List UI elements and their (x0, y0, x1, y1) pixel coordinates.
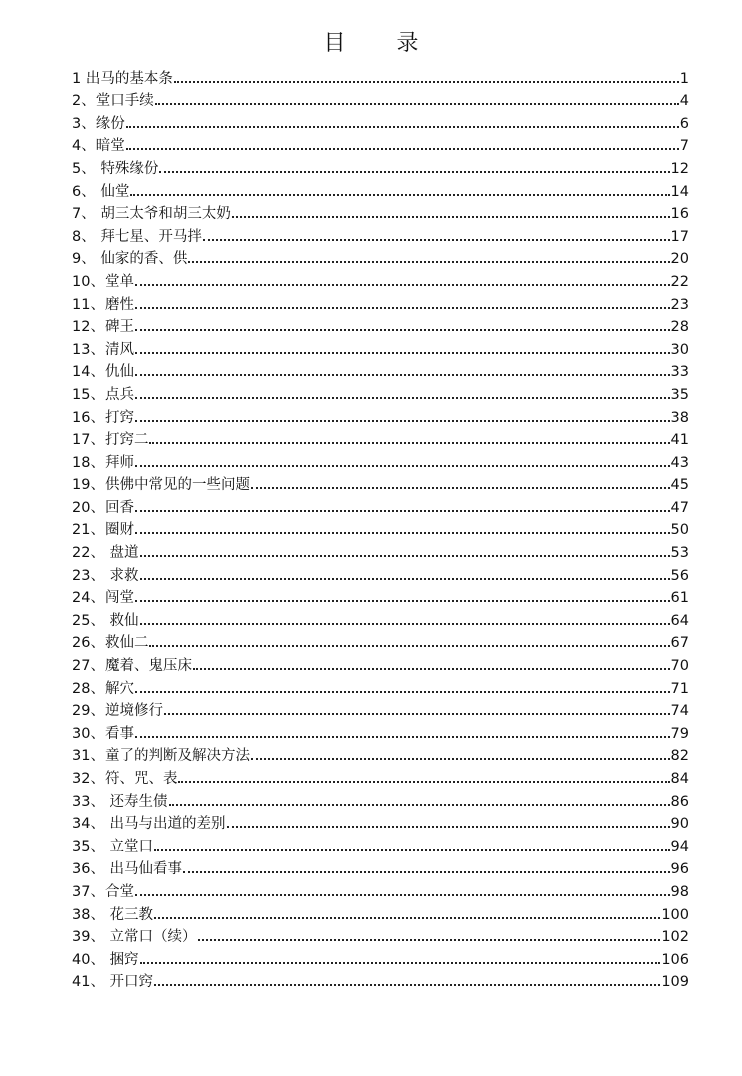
toc-entry (72, 652, 689, 675)
toc-entry (72, 291, 689, 314)
toc-entry (72, 562, 689, 585)
toc-entry (72, 268, 689, 291)
toc-entry-label: 24、闯堂 (72, 590, 134, 607)
toc-entry-label: 1 出马的基本条 (72, 70, 173, 87)
toc-entry-page-number: 64 (670, 612, 689, 629)
toc-entry-page-number: 23 (670, 296, 689, 313)
toc-entry-page-number: 71 (670, 680, 689, 697)
toc-entry (72, 404, 689, 427)
toc-dot-leader (140, 578, 670, 580)
toc-entry-label: 40、 捆窍 (72, 951, 139, 968)
toc-dot-leader (135, 691, 670, 693)
toc-entry (72, 110, 689, 133)
toc-entry (72, 946, 689, 969)
toc-entry-page-number: 33 (670, 364, 689, 381)
toc-entry (72, 65, 689, 88)
toc-dot-leader (135, 420, 670, 422)
toc-entry-page-number: 41 (670, 432, 689, 449)
toc-dot-leader (140, 555, 670, 557)
toc-entry (72, 201, 689, 224)
toc-entry-label: 20、回香 (72, 499, 134, 516)
toc-entry (72, 336, 689, 359)
toc-entry (72, 494, 689, 517)
toc-dot-leader (251, 758, 670, 760)
toc-entry (72, 811, 689, 834)
toc-entry-label: 16、打窍 (72, 409, 134, 426)
toc-dot-leader (140, 962, 661, 964)
toc-entry-page-number: 7 (679, 138, 689, 155)
toc-entry-label: 14、仇仙 (72, 364, 134, 381)
toc-entry-label: 25、 救仙 (72, 612, 139, 629)
toc-entry-label: 37、合堂 (72, 883, 134, 900)
toc-entry-label: 27、魔着、鬼压床 (72, 658, 192, 675)
table-of-contents (72, 65, 689, 991)
toc-dot-leader (159, 171, 669, 173)
toc-dot-leader (126, 148, 679, 150)
toc-entry (72, 698, 689, 721)
toc-dot-leader (135, 397, 670, 399)
toc-entry-page-number: 1 (679, 70, 689, 87)
toc-entry-page-number: 4 (679, 93, 689, 110)
toc-entry (72, 517, 689, 540)
toc-dot-leader (135, 329, 670, 331)
toc-dot-leader (232, 216, 670, 218)
toc-entry-page-number: 20 (670, 251, 689, 268)
toc-entry-label: 13、清风 (72, 341, 134, 358)
toc-entry-label: 26、救仙二 (72, 635, 149, 652)
toc-dot-leader (155, 103, 679, 105)
toc-entry (72, 878, 689, 901)
toc-entry-label: 33、 还寿生债 (72, 793, 168, 810)
toc-entry-page-number: 82 (670, 748, 689, 765)
toc-entry-label: 39、 立常口（续） (72, 929, 197, 946)
toc-dot-leader (198, 939, 661, 941)
toc-dot-leader (140, 623, 670, 625)
toc-dot-leader (188, 261, 669, 263)
toc-dot-leader (135, 374, 670, 376)
toc-dot-leader (135, 894, 670, 896)
toc-dot-leader (135, 284, 670, 286)
toc-dot-leader (169, 804, 670, 806)
toc-entry-page-number: 100 (661, 906, 689, 923)
toc-entry-page-number: 74 (670, 703, 689, 720)
toc-dot-leader (135, 352, 670, 354)
toc-entry-page-number: 16 (670, 206, 689, 223)
toc-dot-leader (183, 871, 669, 873)
toc-entry-page-number: 86 (670, 793, 689, 810)
toc-entry (72, 178, 689, 201)
toc-dot-leader (154, 984, 660, 986)
toc-entry-page-number: 109 (661, 974, 689, 991)
toc-entry (72, 788, 689, 811)
toc-entry-label: 12、碑王 (72, 319, 134, 336)
toc-entry (72, 585, 689, 608)
toc-entry-label: 2、堂口手续 (72, 93, 154, 110)
toc-entry-page-number: 98 (670, 883, 689, 900)
toc-entry-label: 7、 胡三太爷和胡三太奶 (72, 206, 231, 223)
toc-entry-page-number: 28 (670, 319, 689, 336)
toc-entry (72, 246, 689, 269)
toc-dot-leader (203, 239, 670, 241)
toc-dot-leader (135, 510, 670, 512)
toc-entry-page-number: 56 (670, 567, 689, 584)
toc-entry-label: 35、 立堂口 (72, 838, 154, 855)
toc-dot-leader (149, 442, 669, 444)
toc-entry-label: 32、符、咒、表 (72, 771, 178, 787)
toc-entry (72, 449, 689, 472)
toc-dot-leader (135, 532, 670, 534)
toc-entry-page-number: 70 (670, 658, 689, 675)
toc-entry-label: 5、 特殊缘份 (72, 160, 159, 177)
toc-entry-page-number: 45 (670, 477, 689, 494)
toc-entry (72, 359, 689, 382)
toc-dot-leader (130, 194, 669, 196)
toc-entry-label: 30、看事 (72, 725, 134, 742)
toc-entry-label: 11、磨性 (72, 296, 134, 313)
toc-entry-label: 41、 开口窍 (72, 974, 154, 991)
toc-entry-label: 6、 仙堂 (72, 183, 130, 200)
toc-dot-leader (164, 713, 670, 715)
toc-entry-page-number: 90 (670, 816, 689, 833)
toc-entry-label: 22、 盘道 (72, 545, 139, 562)
toc-entry-page-number: 12 (670, 160, 689, 177)
toc-entry-label: 36、 出马仙看事 (72, 861, 183, 878)
toc-entry (72, 223, 689, 246)
toc-entry-label: 34、 出马与出道的差别 (72, 816, 226, 833)
page-title: 目 录 (323, 31, 441, 56)
toc-entry-label: 23、 求救 (72, 567, 139, 584)
toc-entry-page-number: 79 (670, 725, 689, 742)
toc-entry-page-number: 53 (670, 545, 689, 562)
toc-entry-label: 9、 仙家的香、供 (72, 251, 188, 268)
toc-entry (72, 675, 689, 698)
toc-entry (72, 630, 689, 653)
toc-dot-leader (193, 668, 670, 670)
toc-entry (72, 743, 689, 766)
toc-dot-leader (135, 465, 670, 467)
toc-dot-leader (251, 487, 670, 489)
toc-entry-label: 17、打窍二 (72, 432, 149, 449)
toc-entry (72, 427, 689, 450)
toc-dot-leader (227, 826, 670, 828)
toc-entry (72, 381, 689, 404)
toc-entry-label: 18、拜师 (72, 454, 134, 471)
toc-entry-label: 4、暗堂 (72, 138, 125, 155)
toc-entry (72, 472, 689, 495)
toc-entry-page-number: 38 (670, 409, 689, 426)
toc-entry-page-number: 106 (661, 951, 689, 968)
toc-entry (72, 607, 689, 630)
toc-entry (72, 901, 689, 924)
toc-entry-page-number: 94 (670, 838, 689, 855)
toc-entry-label: 28、解穴 (72, 680, 134, 697)
toc-entry-label: 29、逆境修行 (72, 703, 163, 720)
toc-entry-page-number: 102 (661, 929, 689, 946)
toc-entry-page-number: 30 (670, 341, 689, 358)
toc-dot-leader (135, 307, 670, 309)
toc-entry-label: 8、 拜七星、开马拌 (72, 228, 202, 245)
toc-entry-page-number: 50 (670, 522, 689, 539)
toc-entry-label: 38、 花三教 (72, 906, 154, 923)
toc-dot-leader (174, 81, 679, 83)
toc-entry-page-number: 14 (670, 183, 689, 200)
toc-dot-leader (154, 849, 669, 851)
toc-entry-page-number: 17 (670, 228, 689, 245)
toc-entry (72, 969, 689, 992)
toc-entry-page-number: 35 (670, 386, 689, 403)
toc-entry-label: 10、堂单 (72, 273, 134, 290)
toc-entry (72, 833, 689, 856)
toc-entry (72, 856, 689, 879)
toc-dot-leader (135, 736, 670, 738)
toc-entry-page-number: 84 (670, 771, 689, 787)
toc-entry (72, 314, 689, 337)
toc-entry (72, 924, 689, 947)
toc-entry-page-number: 22 (670, 273, 689, 290)
toc-entry (72, 539, 689, 562)
toc-entry-page-number: 6 (679, 115, 689, 132)
toc-entry-page-number: 47 (670, 499, 689, 516)
toc-entry (72, 155, 689, 178)
toc-entry-page-number: 61 (670, 590, 689, 607)
toc-dot-leader (135, 600, 670, 602)
toc-entry-label: 31、童了的判断及解决方法 (72, 748, 250, 765)
toc-dot-leader (178, 781, 669, 783)
toc-entry-label: 19、供佛中常见的一些问题 (72, 477, 250, 494)
toc-entry-label: 3、缘份 (72, 115, 125, 132)
toc-dot-leader (149, 645, 669, 647)
toc-entry (72, 720, 689, 743)
toc-entry-page-number: 96 (670, 861, 689, 878)
toc-dot-leader (154, 917, 660, 919)
toc-entry (72, 88, 689, 111)
toc-entry-label: 15、点兵 (72, 386, 134, 403)
toc-entry (72, 133, 689, 156)
toc-entry (72, 765, 689, 788)
toc-dot-leader (126, 126, 679, 128)
toc-entry-page-number: 43 (670, 454, 689, 471)
toc-entry-label: 21、圈财 (72, 522, 134, 539)
toc-entry-page-number: 67 (670, 635, 689, 652)
